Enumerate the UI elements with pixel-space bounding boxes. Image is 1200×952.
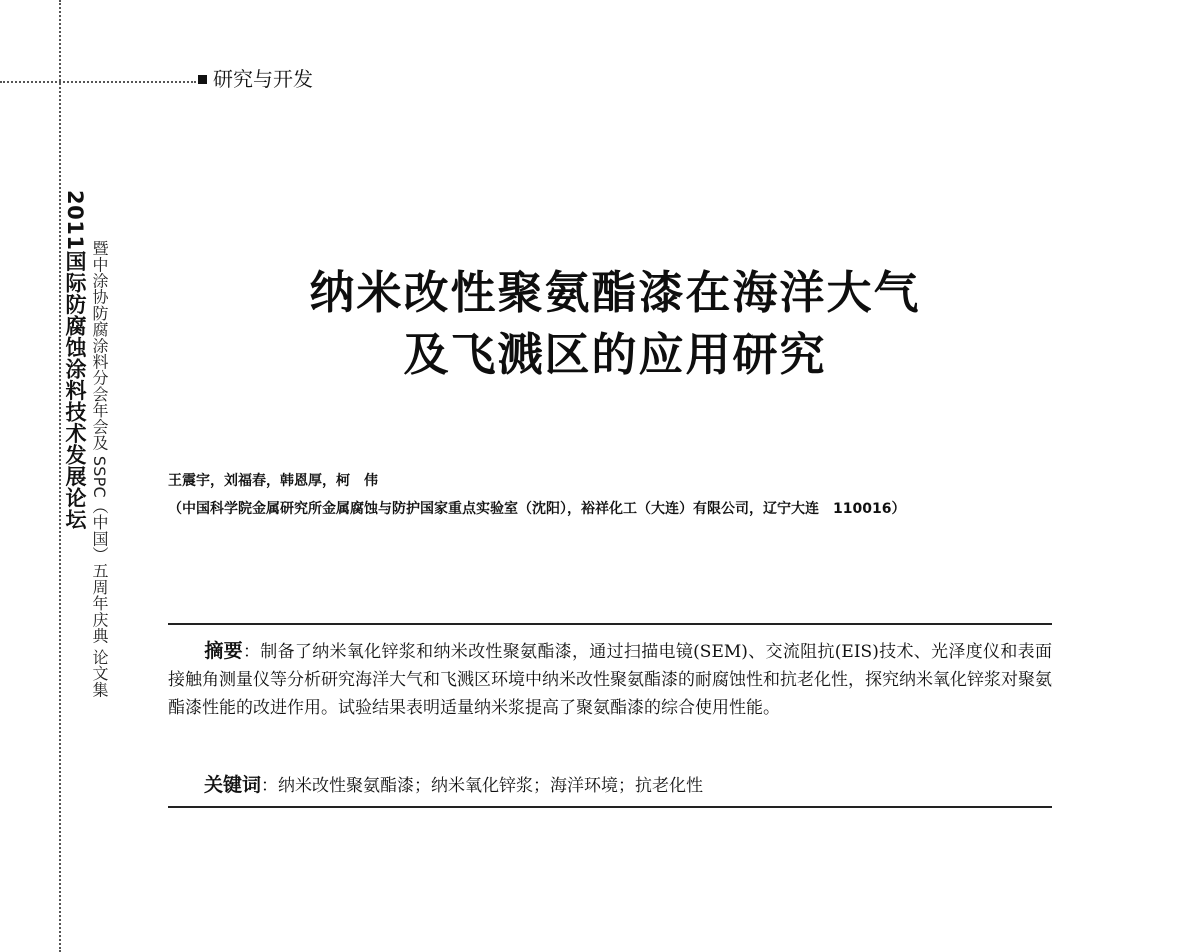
keywords-label: 关键词 — [204, 774, 262, 796]
affiliation: （中国科学院金属研究所金属腐蚀与防护国家重点实验室（沈阳），裕祥化工（大连）有限公司，辽宁大连 110016） — [168, 501, 906, 517]
side-banner-main: 2011国际防腐蚀涂料技术发展论坛 — [63, 190, 87, 530]
abstract-top-rule — [168, 623, 1052, 625]
title-line-1: 纳米改性聚氨酯漆在海洋大气 — [309, 266, 921, 319]
keywords-text: 纳米改性聚氨酯漆；纳米氧化锌浆；海洋环境；抗老化性 — [278, 776, 704, 796]
keywords-block — [168, 771, 1052, 800]
abstract-block — [168, 637, 1052, 722]
section-label: 研究与开发 — [213, 67, 313, 91]
keywords-separator: ： — [261, 776, 279, 796]
abstract-bottom-rule — [168, 806, 1052, 808]
margin-dotted-line — [59, 0, 61, 952]
header-dotted-leader — [0, 81, 196, 83]
title-line-2: 及飞溅区的应用研究 — [403, 328, 827, 381]
author-list: 王震宇，刘福春，韩恩厚，柯 伟 — [168, 473, 378, 489]
abstract-label: 摘要 — [204, 640, 243, 662]
abstract-separator: ： — [242, 642, 261, 662]
abstract-text: 制备了纳米氧化锌浆和纳米改性聚氨酯漆，通过扫描电镜(SEM)、交流阻抗(EIS)技术、光泽度仪和表面接触角测量仪等分析研究海洋大气和飞溅区环境中纳米改性聚氨酯漆的耐腐蚀性和抗老化性，探究纳米氧化锌浆对聚氨酯漆性能的改进作用。试验结果表明适量纳米浆提高了聚氨酯漆的综合使用性能。 — [168, 642, 1052, 718]
paper-title — [170, 262, 1060, 386]
side-banner-sub: 暨中涂协防腐涂料分会年会及 SSPC（中国）五周年庆典 论文集 — [90, 240, 109, 698]
header-square-bullet-icon — [198, 75, 207, 84]
